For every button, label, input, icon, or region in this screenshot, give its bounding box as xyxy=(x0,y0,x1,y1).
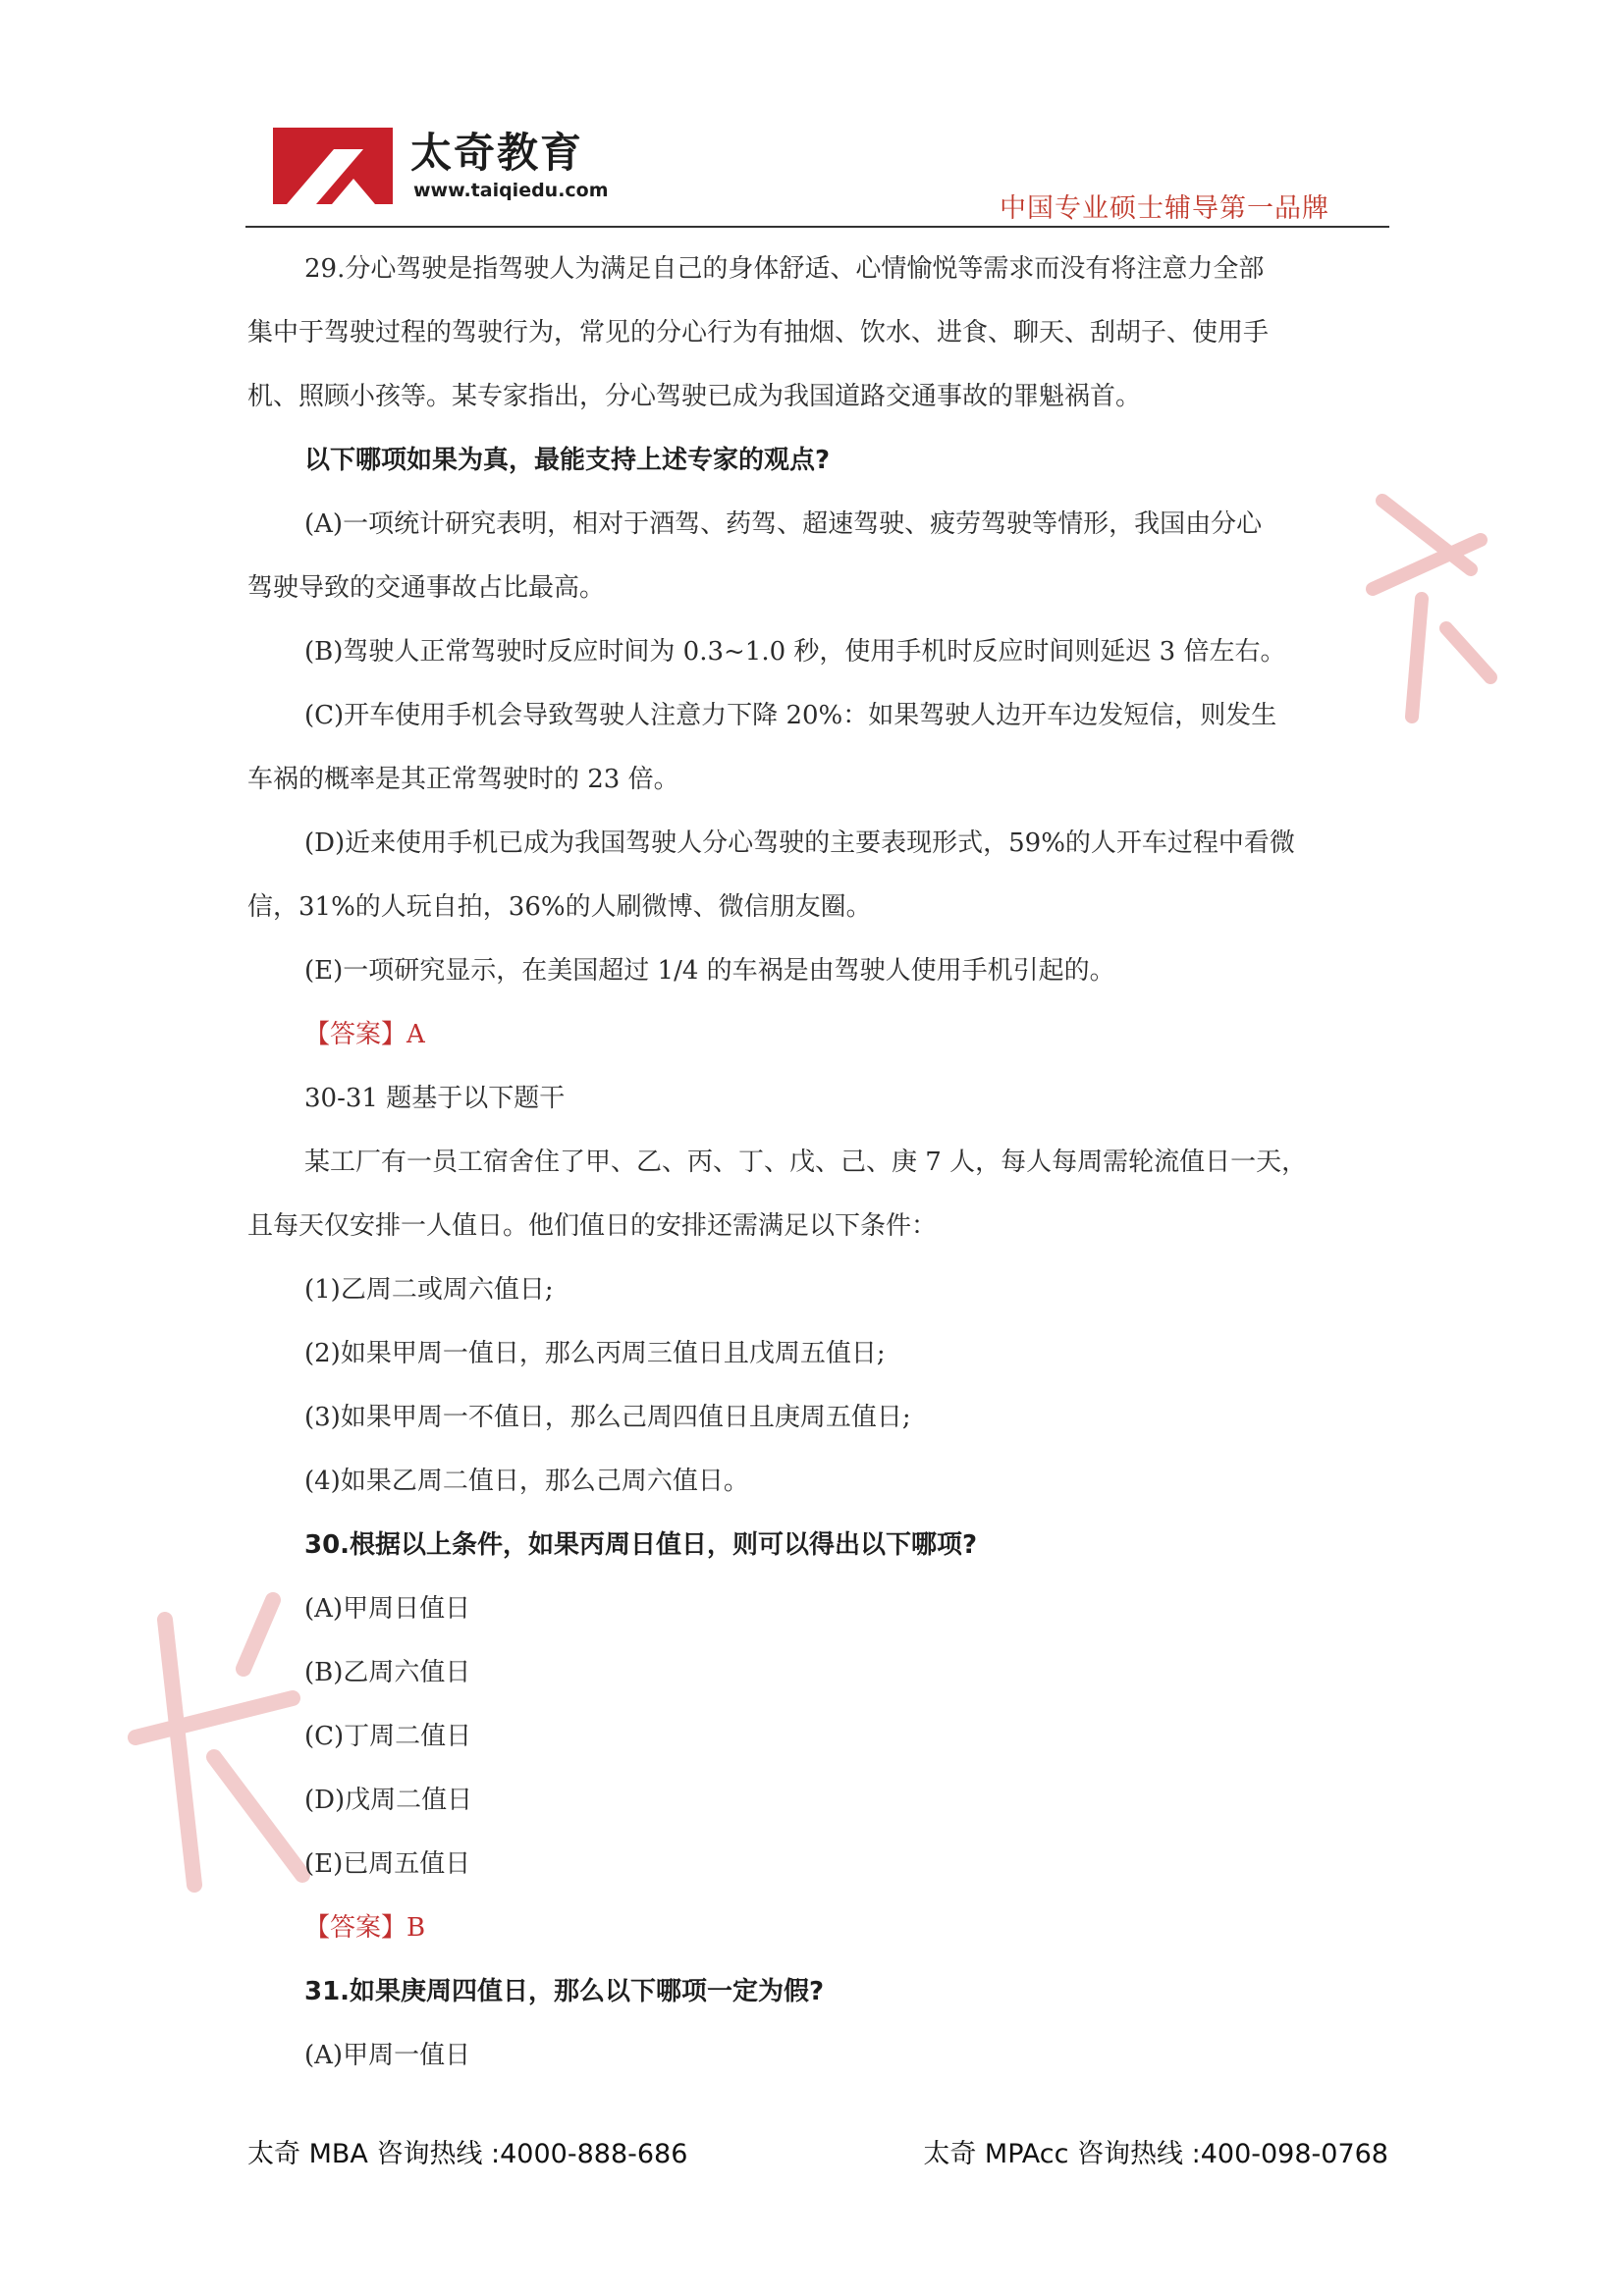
text-line: 集中于驾驶过程的驾驶行为，常见的分心行为有抽烟、饮水、进食、聊天、刮胡子、使用手 xyxy=(247,318,1270,347)
text-line: 且每天仅安排一人值日。他们值日的安排还需满足以下条件： xyxy=(247,1211,938,1241)
question-stem: 以下哪项如果为真，最能支持上述专家的观点? xyxy=(304,446,831,475)
text-line: (3)如果甲周一不值日，那么己周四值日且庚周五值日; xyxy=(304,1403,911,1432)
text-line: 驾驶导致的交通事故占比最高。 xyxy=(247,573,606,603)
answer-line: 【答案】B xyxy=(304,1913,426,1943)
taiqi-logo-icon xyxy=(273,128,393,204)
text-line: (D)戊周二值日 xyxy=(304,1786,473,1815)
text-line: (B)乙周六值日 xyxy=(304,1658,471,1687)
text-line: (1)乙周二或周六值日; xyxy=(304,1275,554,1305)
brand-url[interactable]: www.taiqiedu.com xyxy=(413,180,609,201)
text-line: (2)如果甲周一值日，那么丙周三值日且戊周五值日; xyxy=(304,1339,886,1368)
text-line: (C)开车使用手机会导致驾驶人注意力下降 20%：如果驾驶人边开车边发短信，则发生 xyxy=(304,701,1277,730)
text-line: (C)丁周二值日 xyxy=(304,1722,472,1751)
text-line: (D)近来使用手机已成为我国驾驶人分心驾驶的主要表现形式，59%的人开车过程中看微 xyxy=(304,828,1295,858)
brand-name: 太奇教育 xyxy=(410,129,584,177)
text-line: (A)一项统计研究表明，相对于酒驾、药驾、超速驾驶、疲劳驾驶等情形，我国由分心 xyxy=(304,509,1263,539)
text-line: (B)驾驶人正常驾驶时反应时间为 0.3~1.0 秒，使用手机时反应时间则延迟 3 倍左右。 xyxy=(304,637,1286,667)
header-divider xyxy=(245,226,1389,228)
text-line: (E)一项研究显示，在美国超过 1/4 的车祸是由驾驶人使用手机引起的。 xyxy=(304,956,1115,986)
text-line: 30-31 题基于以下题干 xyxy=(304,1084,566,1113)
text-line: 29.分心驾驶是指驾驶人为满足自己的身体舒适、心情愉悦等需求而没有将注意力全部 xyxy=(304,254,1265,284)
document-body xyxy=(247,238,1388,2088)
footer-mba-hotline: 太奇 MBA 咨询热线 :4000-888-686 xyxy=(247,2139,688,2169)
text-line: 车祸的概率是其正常驾驶时的 23 倍。 xyxy=(247,765,679,794)
text-line: (E)已周五值日 xyxy=(304,1849,471,1879)
question-stem: 30.根据以上条件，如果丙周日值日，则可以得出以下哪项? xyxy=(304,1530,978,1560)
header-slogan: 中国专业硕士辅导第一品牌 xyxy=(1000,193,1329,224)
footer-mpacc-hotline: 太奇 MPAcc 咨询热线 :400-098-0768 xyxy=(923,2139,1388,2169)
text-line: (4)如果乙周二值日，那么己周六值日。 xyxy=(304,1467,749,1496)
answer-line: 【答案】A xyxy=(304,1020,425,1049)
text-line: 机、照顾小孩等。某专家指出，分心驾驶已成为我国道路交通事故的罪魁祸首。 xyxy=(247,382,1142,411)
text-line: 某工厂有一员工宿舍住了甲、乙、丙、丁、戊、己、庚 7 人，每人每周需轮流值日一天， xyxy=(304,1148,1308,1177)
question-stem: 31.如果庚周四值日，那么以下哪项一定为假? xyxy=(304,1977,825,2006)
text-line: 信，31%的人玩自拍，36%的人刷微博、微信朋友圈。 xyxy=(247,892,872,922)
text-line: (A)甲周一值日 xyxy=(304,2041,471,2070)
text-line: (A)甲周日值日 xyxy=(304,1594,471,1624)
